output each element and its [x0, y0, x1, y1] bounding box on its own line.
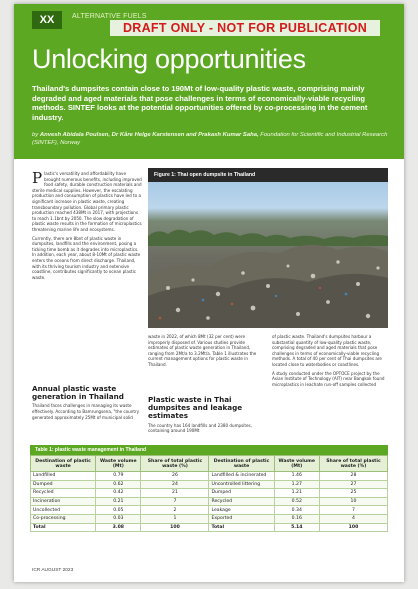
section-label: ALTERNATIVE FUELS [72, 13, 147, 20]
table-cell-name: Dumped [31, 480, 96, 489]
paragraph: The country has 164 landfills and 2380 dumpsites, containing around 190Mt [148, 422, 252, 434]
column-header: Destination of plastic waste [31, 456, 96, 472]
waste-pile-graphic [148, 228, 388, 328]
paragraph: A study conducted under the OPTOCE project by the Asian Institute of Technology (AIT) near Bangkok found microplastics in leachate run-off samples collected [272, 370, 385, 387]
column-3 [272, 334, 388, 387]
column-header: Waste volume (Mt) [96, 456, 141, 472]
figure-caption: Figure 1: Thai open dumpsite in Thailand [148, 168, 388, 182]
column-2 [148, 334, 260, 368]
table-cell-vol: 3.08 [96, 523, 141, 532]
table-cell-share: 21 [141, 489, 209, 498]
table-cell-name: Recycled [209, 497, 274, 506]
table-cell-share: 7 [141, 497, 209, 506]
paragraph-text: lastic's versatility and affordability have brought numerous benefits, including improved food safety, durable construction materials and sterile medical supplies. However, the escalating production and consumption of plastics have led to a significant increase in plastic waste, creating transboundary pollution. Global primary plastic production reached 438Mt in 2017, with projections to reach 1.1bnt by 2050. The slow degradation of plastic waste results in the formation of microplastics threatening marine life and ecosystems. [32, 171, 142, 232]
table-cell-vol: 1.46 [274, 472, 319, 481]
table-cell-name: Recycled [31, 489, 96, 498]
table-cell-vol: 1.21 [274, 489, 319, 498]
paragraph [32, 171, 142, 233]
table-cell-name: Landfilled [31, 472, 96, 481]
table-cell-name: Total [209, 523, 274, 532]
table-cell-share: 24 [141, 480, 209, 489]
table-row [31, 472, 388, 481]
table-cell-vol: 0.52 [274, 497, 319, 506]
byline-prefix: by [32, 132, 40, 138]
table-row [31, 480, 388, 489]
magazine-page [14, 4, 404, 582]
table-cell-vol: 0.16 [274, 514, 319, 523]
table-cell-vol: 0.62 [96, 480, 141, 489]
paragraph: Thailand faces challenges in managing its waste effectively. According to Bamrungsena, "the country generated approximately 25Mt of municipal solid [32, 403, 140, 420]
table-cell-name: Total [31, 523, 96, 532]
data-table [30, 455, 388, 532]
table-title: Table 1: plastic waste management in Thailand [30, 445, 388, 455]
table-cell-share: 100 [319, 523, 387, 532]
table-cell-name: Uncontrolled littering [209, 480, 274, 489]
byline [32, 131, 392, 147]
column-header: Waste volume (Mt) [274, 456, 319, 472]
table-cell-share: 26 [141, 472, 209, 481]
article-header [14, 4, 404, 159]
table-cell-share: 100 [141, 523, 209, 532]
article-title: Unlocking opportunities [32, 44, 306, 74]
table-cell-name: Dumped [209, 489, 274, 498]
table-row [31, 514, 388, 523]
dumpsite-photo [148, 168, 388, 328]
draft-notice: DRAFT ONLY - NOT FOR PUBLICATION [110, 20, 380, 36]
table-cell-name: Co-processing [31, 514, 96, 523]
table-row [31, 506, 388, 515]
paragraph: of plastic waste. Thailand's dumpsites harbour a substantial quantity of low-quality plastic waste, comprising degraded and aged materials that pose challenges in terms of economically-viable recycling methods. A total of 40 per cent of Thai dumpsites are located close to waterbodies or coastlines. [272, 334, 382, 367]
table-cell-name: Incineration [31, 497, 96, 506]
table-body [31, 472, 388, 532]
table-cell-share: 10 [319, 497, 387, 506]
page-footer: ICR AUGUST 2023 [32, 568, 74, 573]
table-cell-share: 1 [141, 514, 209, 523]
table-cell-share: 4 [319, 514, 387, 523]
table-cell-vol: 0.05 [96, 506, 141, 515]
column-header: Destination of plastic waste [209, 456, 274, 472]
table-cell-share: 7 [319, 506, 387, 515]
byline-org: Foundation for Scientific and Industrial Research (SINTEF), Norway [32, 132, 388, 146]
standfirst: Thailand's dumpsites contain close to 190Mt of low-quality plastic waste, comprising mainly degraded and aged materials that pose challenges in terms of economically-viable recycling methods. SINTEF looks at the potential opportunities offered by co-processing in the cement industry. [32, 84, 368, 122]
paragraph: Currently, there are 8bnt of plastic waste in dumpsites, landfills and the environment, posing a ticking time bomb as it degrades into microplastics. In addition, each year, about 8-10Mt of plastic waste enters the oceans from direct discharge. Thailand, with its thriving tourism industry and extensive coastline, contributes significantly to ocean plastic waste. [32, 235, 141, 280]
table-cell-share: 28 [319, 472, 387, 481]
subheading: Annual plastic waste generation in Thailand [32, 384, 124, 402]
table-row [31, 523, 388, 532]
table-row [31, 497, 388, 506]
table-cell-name: Landfilled & incinerated [209, 472, 274, 481]
column-2-lower [148, 391, 260, 434]
table-cell-name: Uncollected [31, 506, 96, 515]
table-cell-vol: 5.14 [274, 523, 319, 532]
table-cell-vol: 0.79 [96, 472, 141, 481]
column-header: Share of total plastic waste (%) [319, 456, 387, 472]
table-cell-vol: 0.21 [96, 497, 141, 506]
table-cell-name: Leakage [209, 506, 274, 515]
table-cell-share: 2 [141, 506, 209, 515]
column-1-lower [32, 380, 142, 420]
subheading: Plastic waste in Thai dumpsites and leakage estimates [148, 395, 243, 421]
column-header: Share of total plastic waste (%) [141, 456, 209, 472]
table-cell-vol: 1.27 [274, 480, 319, 489]
table-header-row [31, 456, 388, 472]
waste-table [30, 445, 388, 532]
dropcap: P [32, 169, 43, 187]
paragraph: waste in 2022, of which 8Mt (32 per cent) were improperly disposed of. Various studies provide estimates of plastic waste generation in Thailand, ranging from 2Mt/a to 3.2Mt/a. Table 1 illustrates the current management options for plastic waste in Thailand. [148, 334, 257, 367]
table-row [31, 489, 388, 498]
byline-authors: Anvesh Abidala Poulsen, Dr Kåre Helge Karstensen and Prakash Kumar Saha, [39, 132, 259, 138]
table-cell-share: 27 [319, 480, 387, 489]
table-cell-name: Exported [209, 514, 274, 523]
column-1 [32, 171, 142, 280]
table-cell-share: 25 [319, 489, 387, 498]
section-code-badge: XX [32, 11, 62, 29]
table-cell-vol: 0.03 [96, 514, 141, 523]
table-cell-vol: 0.42 [96, 489, 141, 498]
table-cell-vol: 0.34 [274, 506, 319, 515]
